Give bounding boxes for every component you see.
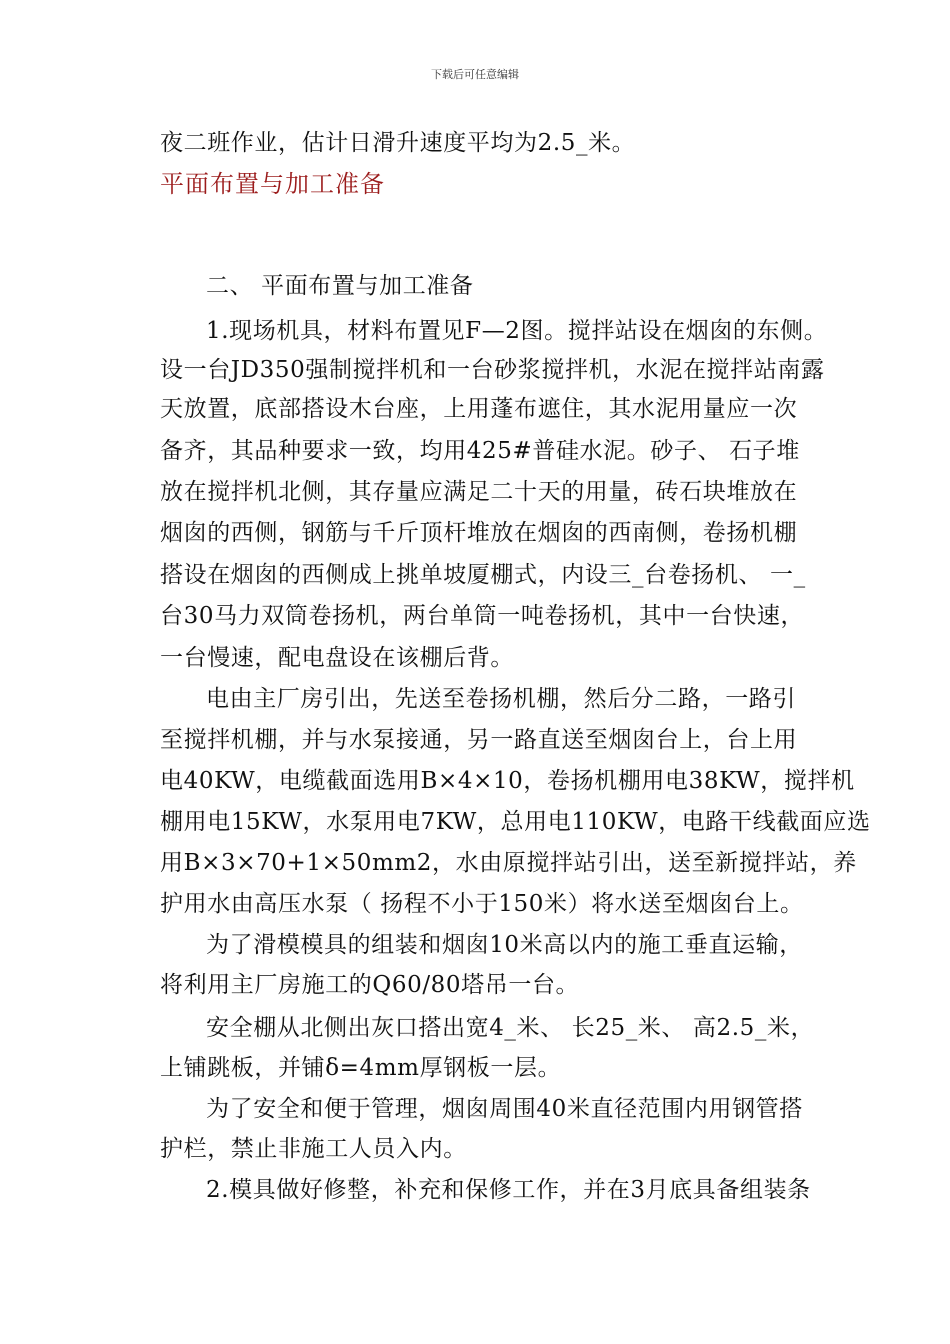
text-line: 棚用电15KW，水泵用电7KW，总用电110KW，电路干线截面应选 [160,809,871,835]
text-line: 放在搅拌机北侧，其存量应满足二十天的用量，砖石块堆放在 [160,479,798,505]
text-line: 2.模具做好修整，补充和保修工作，并在3月底具备组装条 [206,1177,811,1203]
text-line: 护用水由高压水泵（ 扬程不小于150米）将水送至烟囱台上。 [160,891,804,917]
text-line: 用B×3×70+1×50mm2，水由原搅拌站引出，送至新搅拌站，养 [160,850,857,876]
text-line: 备齐，其品种要求一致，均用425#普硅水泥。砂子、 石子堆 [160,438,800,464]
section-heading: 平面布置与加工准备 [160,170,385,198]
text-line: 1.现场机具，材料布置见F—2图。搅拌站设在烟囱的东侧。 [206,318,828,344]
text-line: 二、 平面布置与加工准备 [206,273,474,299]
text-line: 安全棚从北侧出灰口搭出宽4_米、 长25_米、 高2.5_米， [206,1015,815,1041]
text-line: 一台慢速，配电盘设在该棚后背。 [160,645,514,671]
text-line: 电由主厂房引出，先送至卷扬机棚，然后分二路，一路引 [206,686,796,712]
text-line: 搭设在烟囱的西侧成上挑单坡厦棚式，内设三_台卷扬机、 一_ [160,562,806,588]
text-line: 护栏，禁止非施工人员入内。 [160,1136,467,1162]
text-line: 天放置，底部搭设木台座，上用蓬布遮住，其水泥用量应一次 [160,396,798,422]
text-line: 为了滑模模具的组装和烟囱10米高以内的施工垂直运输， [206,932,803,958]
text-line: 将利用主厂房施工的Q60/80塔吊一台。 [160,972,580,998]
text-line: 台30马力双筒卷扬机，两台单筒一吨卷扬机，其中一台快速， [160,603,805,629]
text-line: 为了安全和便于管理，烟囱周围40米直径范围内用钢管搭 [206,1096,803,1122]
text-line: 设一台JD350强制搅拌机和一台砂浆搅拌机，水泥在搅拌站南露 [160,357,825,383]
text-line: 至搅拌机棚，并与水泵接通，另一路直送至烟囱台上，台上用 [160,727,798,753]
text-line: 电40KW，电缆截面选用B×4×10，卷扬机棚用电38KW，搅拌机 [160,768,855,794]
text-line: 夜二班作业，估计日滑升速度平均为2.5_米。 [160,130,636,156]
text-line: 上铺跳板，并铺δ=4mm厚钢板一层。 [160,1055,562,1081]
page-header-note: 下载后可任意编辑 [431,68,519,81]
text-line: 烟囱的西侧，钢筋与千斤顶杆堆放在烟囱的西南侧，卷扬机棚 [160,520,798,546]
